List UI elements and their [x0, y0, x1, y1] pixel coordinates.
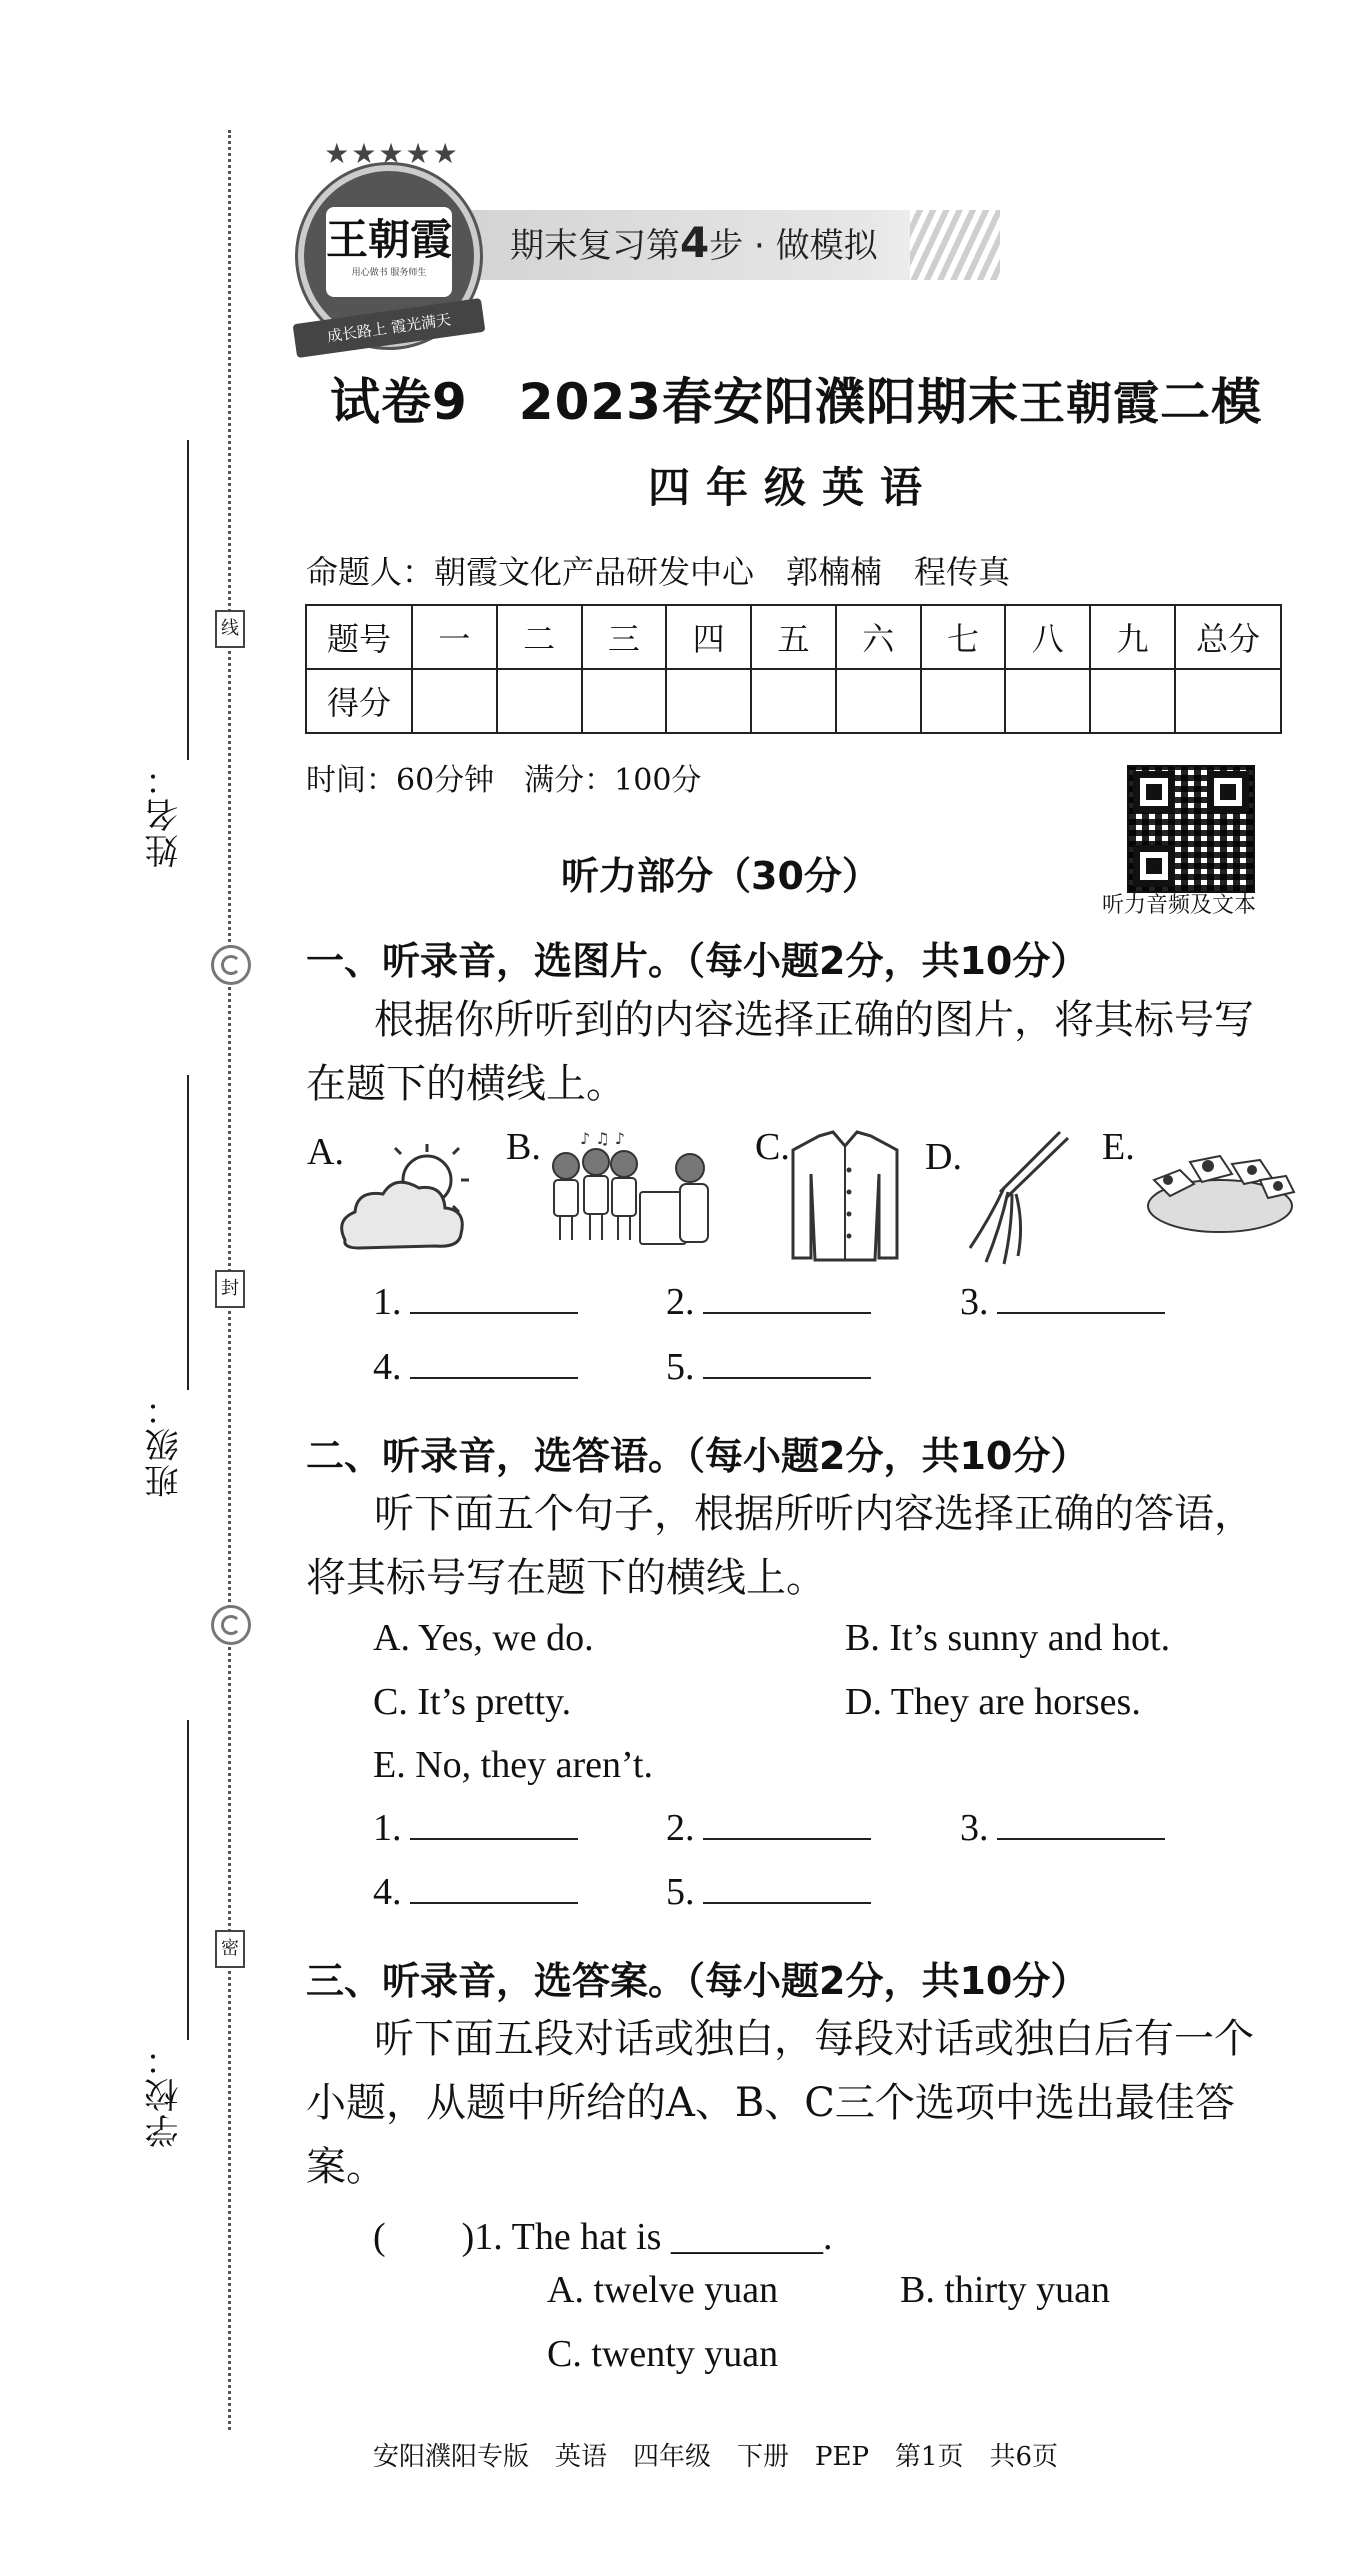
- class-field-line[interactable]: [187, 1075, 189, 1390]
- q1-blank-1[interactable]: 1.: [373, 1280, 578, 1324]
- picture-label-c: C.: [755, 1126, 790, 1168]
- q2-option-b: B. It’s sunny and hot.: [845, 1617, 1171, 1659]
- picture-label-d: D.: [925, 1136, 962, 1178]
- q2-blank-4[interactable]: 4.: [373, 1870, 578, 1914]
- exam-info: 时间：60分钟 满分：100分: [306, 763, 702, 798]
- q2-blank-5[interactable]: 5.: [666, 1870, 871, 1914]
- page-footer: 安阳濮阳专版 英语 四年级 下册 PEP 第1页 共6页: [372, 2442, 1059, 2472]
- score-table: [305, 604, 1282, 734]
- q3-item-1-option-b: B. thirty yuan: [900, 2269, 1111, 2311]
- shirt-icon: [785, 1130, 905, 1265]
- listening-section-title: 听力部分（30分）: [561, 854, 880, 898]
- paper-title: 试卷9 2023春安阳濮阳期末王朝霞二模: [330, 373, 1262, 431]
- q1-blank-5[interactable]: 5.: [666, 1345, 871, 1389]
- cloud-sun-icon: [335, 1140, 485, 1260]
- q2-blank-3[interactable]: 3.: [960, 1806, 1165, 1850]
- picture-label-e: E.: [1102, 1126, 1135, 1168]
- q3-heading: 三、听录音，选答案。（每小题2分，共10分）: [306, 1959, 1089, 2003]
- q1-instruction: 根据你所听到的内容选择正确的图片，将其标号写在题下的横线上。: [306, 997, 1254, 1107]
- paper-subtitle: 四年级英语: [647, 463, 938, 512]
- star-icon: ★★★★★: [324, 137, 460, 170]
- name-label: 姓名：: [145, 760, 185, 868]
- cows-on-farm-icon: [1140, 1140, 1300, 1240]
- seal-char-mi: 密: [215, 1930, 245, 1968]
- q1-heading: 一、听录音，选图片。（每小题2分，共10分）: [306, 939, 1089, 983]
- q1-blank-3[interactable]: 3.: [960, 1280, 1165, 1324]
- children-singing-icon: [540, 1128, 720, 1263]
- q3-item-1-prompt[interactable]: ( )1. The hat is ________.: [373, 2216, 833, 2258]
- seal-char-feng: 封: [215, 1270, 245, 1308]
- q3-item-1-option-a: A. twelve yuan: [547, 2269, 779, 2311]
- authors-line: 命题人：朝霞文化产品研发中心 郭楠楠 程传真: [306, 553, 1011, 591]
- picture-label-a: A.: [307, 1131, 344, 1173]
- q3-instruction: 听下面五段对话或独白，每段对话或独白后有一个小题，从题中所给的A、B、C三个选项中选出最佳答案。: [306, 2016, 1254, 2190]
- q2-option-c: C. It’s pretty.: [373, 1681, 572, 1723]
- score-table-row-scores: 得分: [306, 669, 1281, 733]
- q2-instruction: 听下面五个句子，根据所听内容选择正确的答语，将其标号写在题下的横线上。: [306, 1491, 1254, 1601]
- brand-logo: ★★★★★ 王朝霞 用心做书 服务师生 成长路上 霞光满天: [298, 165, 480, 347]
- q1-blank-2[interactable]: 2.: [666, 1280, 871, 1324]
- q2-option-e: E. No, they aren’t.: [373, 1744, 653, 1786]
- picture-label-b: B.: [506, 1126, 541, 1168]
- qr-caption: 听力音频及文本: [1102, 893, 1257, 918]
- banner-text: 期末复习第4步 · 做模拟: [510, 218, 878, 267]
- q3-item-1-option-c: C. twenty yuan: [547, 2333, 779, 2375]
- swirl-ornament-icon: [211, 1605, 251, 1645]
- q1-blank-4[interactable]: 4.: [373, 1345, 578, 1389]
- score-table-row-header: 题号 一 二 三 四 五 六 七 八 九 总分: [306, 605, 1281, 669]
- school-field-line[interactable]: [187, 1720, 189, 2040]
- noodles-chopsticks-icon: [960, 1128, 1070, 1268]
- svg-text:♪ ♫ ♪: ♪ ♫ ♪: [580, 1129, 625, 1148]
- q2-option-a: A. Yes, we do.: [373, 1617, 594, 1659]
- swirl-ornament-icon: [211, 945, 251, 985]
- q2-blank-1[interactable]: 1.: [373, 1806, 578, 1850]
- class-label: 班级：: [145, 1390, 185, 1498]
- school-label: 学校：: [145, 2040, 185, 2148]
- seal-char-xian: 线: [215, 610, 245, 648]
- banner-stripes: [910, 210, 1000, 280]
- q2-blank-2[interactable]: 2.: [666, 1806, 871, 1850]
- q2-option-d: D. They are horses.: [845, 1681, 1141, 1723]
- q2-heading: 二、听录音，选答语。（每小题2分，共10分）: [306, 1434, 1089, 1478]
